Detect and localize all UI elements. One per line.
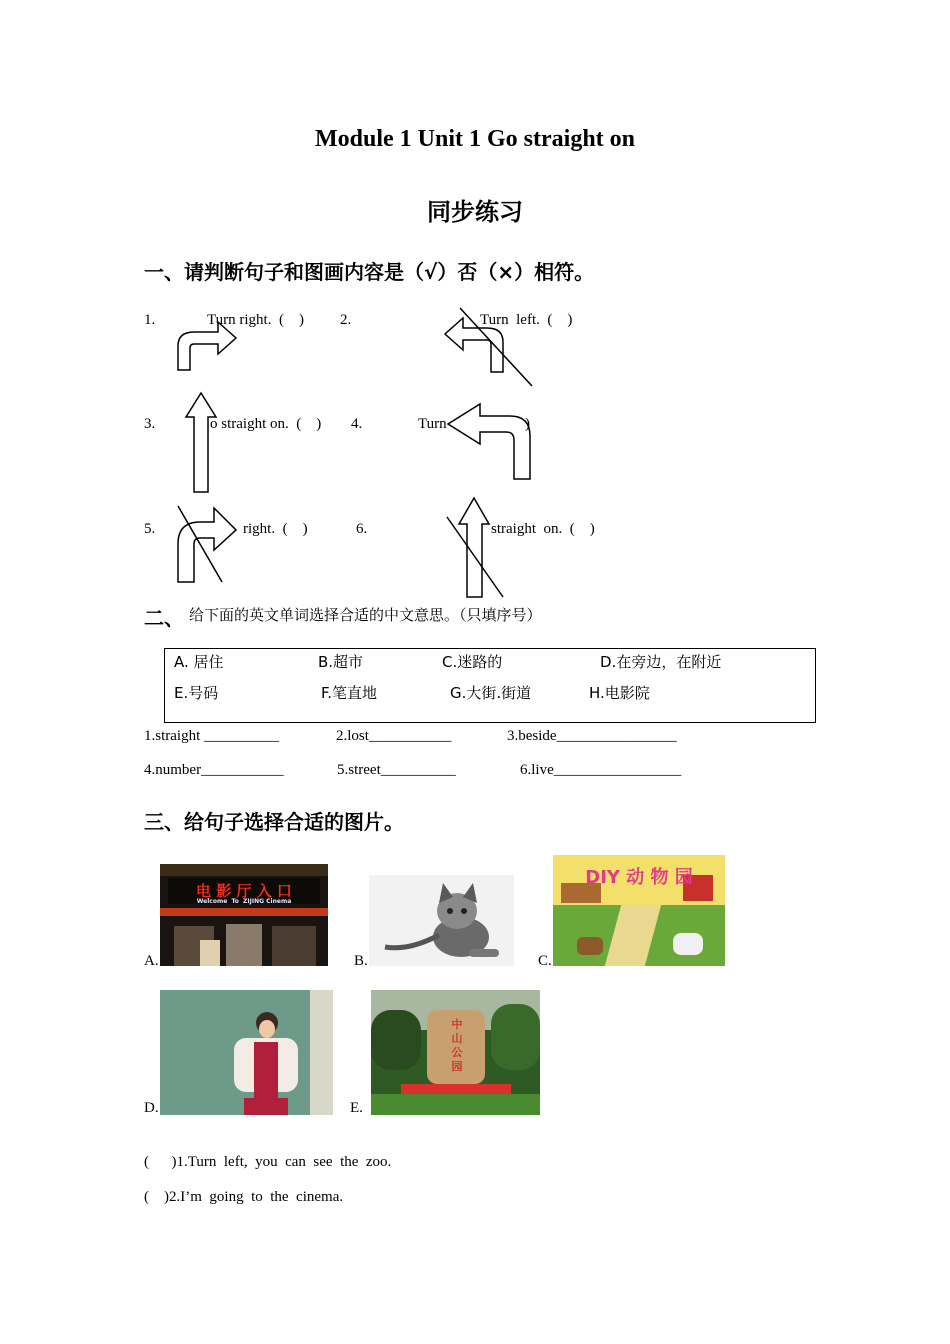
blank-6[interactable]: 6.live_________________ bbox=[520, 762, 682, 778]
turn-right-arrow-icon bbox=[170, 318, 245, 372]
item6-number: 6. bbox=[356, 521, 368, 537]
cinema-sign-subtext: Welcome To ZIJING Cinema bbox=[196, 898, 292, 905]
item4-tail: ) bbox=[525, 416, 530, 432]
item2-text: Turn left. ( ) bbox=[480, 312, 573, 328]
page-subtitle: 同步练习 bbox=[427, 198, 523, 226]
option-e: E.号码 bbox=[174, 684, 219, 702]
option-b: B.超市 bbox=[318, 653, 364, 671]
option-f: F.笔直地 bbox=[321, 684, 377, 702]
item1-text: Turn right. ( ) bbox=[207, 312, 304, 328]
option-d: D.在旁边，在附近 bbox=[600, 653, 722, 671]
zoo-sign-text: DIY 动 物 园 bbox=[585, 867, 693, 888]
turn-left-arrow-icon bbox=[440, 402, 535, 482]
park-sign-text: 中 山 公 园 bbox=[451, 1018, 463, 1073]
blank-1[interactable]: 1.straight __________ bbox=[144, 728, 279, 744]
picture-label-d: D. bbox=[144, 1100, 159, 1116]
section2-heading-number: 二、 bbox=[144, 606, 184, 630]
park-picture bbox=[371, 990, 540, 1115]
item4-text: Turn bbox=[418, 416, 447, 432]
blank-2[interactable]: 2.lost___________ bbox=[336, 728, 452, 744]
option-c: C.迷路的 bbox=[442, 653, 503, 671]
item5-text: right. ( ) bbox=[243, 521, 308, 537]
section1-heading: 一、请判断句子和图画内容是（√）否（×）相符。 bbox=[144, 260, 595, 284]
turn-left-arrow-crossed-icon bbox=[440, 308, 535, 388]
straight-arrow-icon bbox=[183, 392, 219, 494]
picture-label-a: A. bbox=[144, 953, 159, 969]
section3-heading: 三、给句子选择合适的图片。 bbox=[144, 810, 404, 834]
kitten-icon bbox=[369, 875, 514, 966]
item3-text: o straight on. ( ) bbox=[210, 416, 322, 432]
item1-number: 1. bbox=[144, 312, 156, 328]
blank-3[interactable]: 3.beside________________ bbox=[507, 728, 677, 744]
blank-4[interactable]: 4.number___________ bbox=[144, 762, 284, 778]
option-a: A. 居住 bbox=[174, 653, 224, 671]
turn-right-arrow-crossed-icon bbox=[170, 504, 245, 584]
picture-label-e: E. bbox=[350, 1100, 363, 1116]
cinema-sign-text: 电 影 厅 入 口 bbox=[196, 882, 292, 900]
option-g: G.大街.街道 bbox=[450, 684, 532, 702]
cinema-picture bbox=[160, 864, 328, 966]
picture-label-b: B. bbox=[354, 953, 368, 969]
option-h: H.电影院 bbox=[589, 684, 650, 702]
sentence-1[interactable]: ( )1.Turn left, you can see the zoo. bbox=[144, 1154, 392, 1170]
item3-number: 3. bbox=[144, 416, 156, 432]
section2-heading: 给下面的英文单词选择合适的中文意思。（只填序号） bbox=[189, 606, 542, 624]
sentence-2[interactable]: ( )2.I’m going to the cinema. bbox=[144, 1189, 344, 1205]
blank-5[interactable]: 5.street__________ bbox=[337, 762, 456, 778]
item6-text: straight on. ( ) bbox=[491, 521, 595, 537]
picture-label-c: C. bbox=[538, 953, 552, 969]
zoo-picture bbox=[553, 855, 725, 966]
straight-arrow-crossed-icon bbox=[445, 497, 507, 599]
kitten-picture bbox=[369, 875, 514, 966]
item2-number: 2. bbox=[340, 312, 352, 328]
item4-number: 4. bbox=[351, 416, 363, 432]
girl-picture bbox=[160, 990, 333, 1115]
item5-number: 5. bbox=[144, 521, 156, 537]
page-title: Module 1 Unit 1 Go straight on bbox=[314, 126, 635, 152]
